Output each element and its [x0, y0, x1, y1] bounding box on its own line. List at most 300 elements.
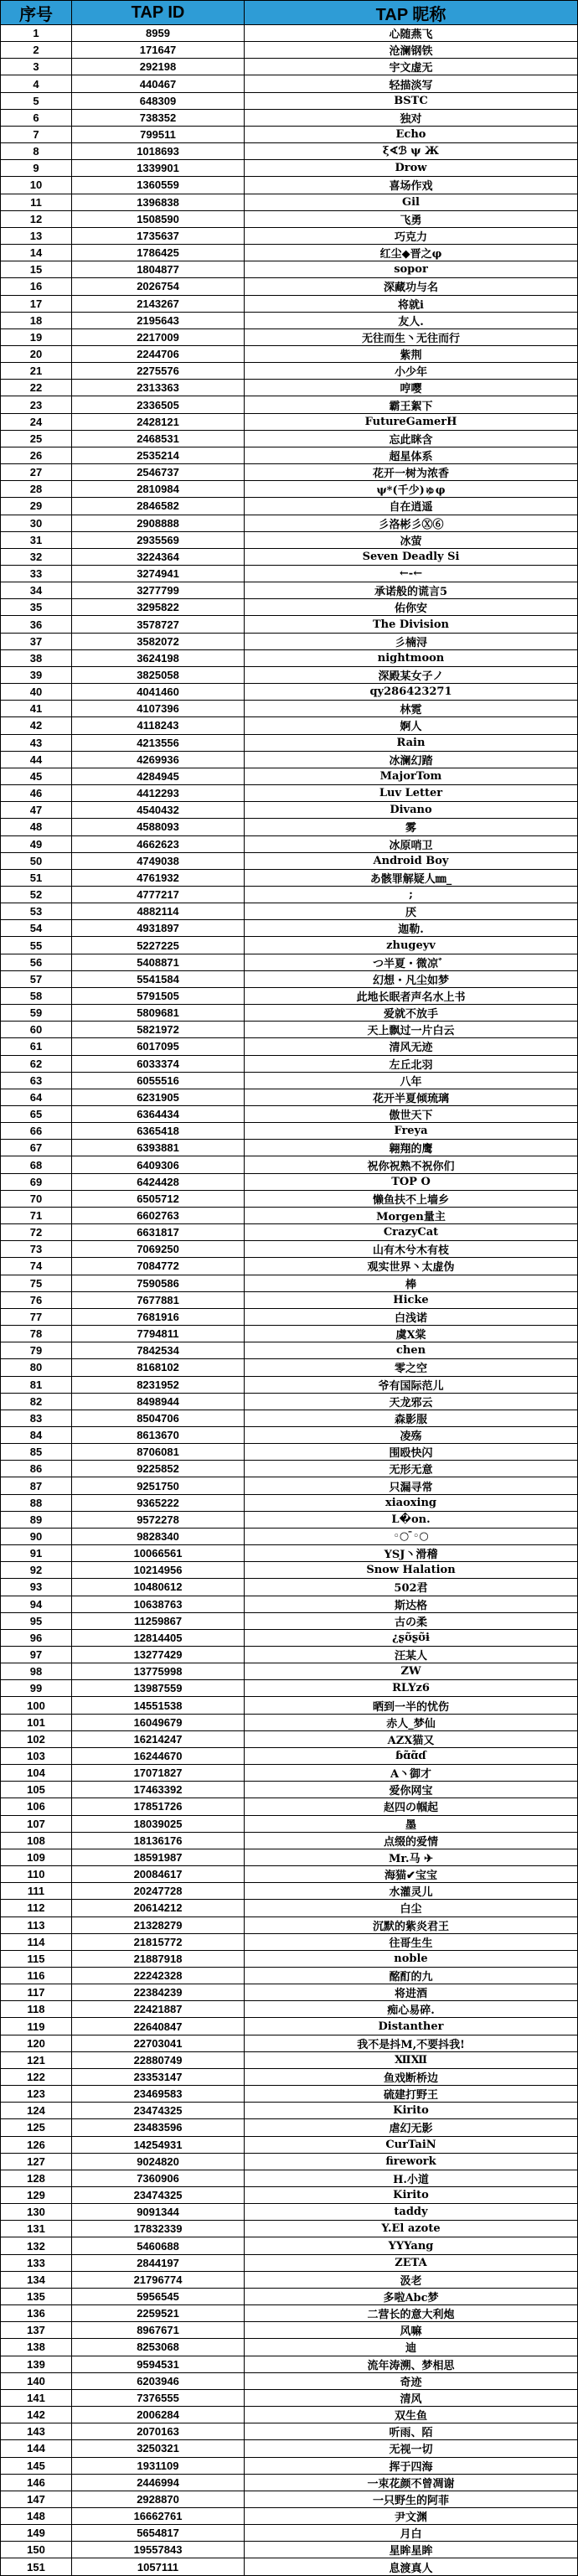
cell-tap-nickname: 小少年 [245, 363, 578, 380]
cell-tap-nickname: 翱翔的鹰 [245, 1140, 578, 1156]
cell-tap-id: 7376555 [72, 2390, 245, 2407]
cell-tap-id: 22242328 [72, 1968, 245, 1984]
cell-index: 145 [0, 2458, 72, 2475]
cell-tap-id: 4540432 [72, 802, 245, 819]
cell-index: 87 [0, 1477, 72, 1494]
cell-tap-nickname: 红尘◆晋之φ [245, 245, 578, 261]
cell-index: 24 [0, 414, 72, 431]
cell-tap-id: 2313363 [72, 380, 245, 396]
cell-index: 122 [0, 2069, 72, 2086]
cell-index: 5 [0, 93, 72, 110]
cell-tap-id: 5654817 [72, 2525, 245, 2542]
cell-tap-id: 21796774 [72, 2272, 245, 2289]
cell-tap-id: 6231905 [72, 1089, 245, 1106]
cell-tap-nickname: 轻描淡写 [245, 75, 578, 92]
cell-index: 16 [0, 278, 72, 295]
cell-index: 108 [0, 1833, 72, 1849]
cell-tap-nickname: 超星体系 [245, 447, 578, 464]
cell-tap-nickname: 傲世天下 [245, 1106, 578, 1123]
cell-tap-nickname: zhugeyv [245, 937, 578, 954]
cell-tap-id: 1735637 [72, 228, 245, 245]
cell-tap-nickname: 将进酒 [245, 1984, 578, 2001]
cell-tap-id: 23353147 [72, 2069, 245, 2086]
cell-tap-nickname: Mr.马 ✈ [245, 1849, 578, 1866]
cell-index: 143 [0, 2423, 72, 2440]
cell-tap-nickname: 天上飘过一片白云 [245, 1022, 578, 1038]
cell-tap-nickname: 斯达格 [245, 1596, 578, 1613]
cell-tap-nickname: 心随燕飞 [245, 25, 578, 42]
cell-index: 115 [0, 1951, 72, 1968]
cell-index: 135 [0, 2289, 72, 2305]
cell-tap-nickname: 海猫✔宝宝 [245, 1866, 578, 1883]
cell-tap-id: 2428121 [72, 414, 245, 431]
cell-index: 82 [0, 1394, 72, 1410]
cell-index: 23 [0, 396, 72, 413]
cell-tap-id: 4412293 [72, 785, 245, 802]
cell-tap-id: 4107396 [72, 701, 245, 717]
cell-tap-id: 2535214 [72, 447, 245, 464]
cell-tap-nickname: chen [245, 1342, 578, 1359]
cell-index: 51 [0, 870, 72, 887]
cell-tap-nickname: 迪 [245, 2339, 578, 2356]
cell-tap-nickname: 围殴快闪 [245, 1444, 578, 1461]
cell-tap-nickname: ZETA [245, 2255, 578, 2272]
cell-index: 150 [0, 2542, 72, 2558]
cell-tap-nickname: Y.El azote [245, 2221, 578, 2237]
cell-tap-id: 7360906 [72, 2170, 245, 2187]
cell-tap-id: 648309 [72, 93, 245, 110]
cell-tap-nickname: 冰萤 [245, 532, 578, 549]
cell-tap-id: 16662761 [72, 2508, 245, 2525]
cell-tap-nickname: 502君 [245, 1579, 578, 1596]
cell-tap-nickname: 酩酊的九 [245, 1968, 578, 1984]
cell-tap-id: 1396838 [72, 194, 245, 211]
cell-tap-id: 13987559 [72, 1680, 245, 1697]
cell-tap-nickname: 承诺般的谎言5 [245, 582, 578, 599]
cell-index: 46 [0, 785, 72, 802]
cell-tap-id: 4662623 [72, 836, 245, 853]
cell-index: 69 [0, 1174, 72, 1191]
cell-tap-id: 5821972 [72, 1022, 245, 1038]
cell-tap-id: 5541584 [72, 971, 245, 988]
cell-tap-nickname: 婀人 [245, 717, 578, 734]
cell-tap-id: 4761932 [72, 870, 245, 887]
cell-index: 93 [0, 1579, 72, 1596]
cell-tap-nickname: 无视一切 [245, 2440, 578, 2457]
cell-tap-id: 6017095 [72, 1038, 245, 1055]
cell-index: 63 [0, 1073, 72, 1089]
cell-tap-nickname: ◦○ ̄◦○ [245, 1529, 578, 1545]
cell-tap-id: 4118243 [72, 717, 245, 734]
cell-tap-nickname: 深藏功与名 [245, 278, 578, 295]
cell-tap-nickname: 一束花颜不曾凋谢 [245, 2475, 578, 2491]
cell-tap-id: 12814405 [72, 1630, 245, 1647]
cell-tap-nickname: Distanther [245, 2018, 578, 2035]
cell-index: 124 [0, 2103, 72, 2119]
cell-tap-nickname: 我不是抖M,不要抖我! [245, 2035, 578, 2052]
cell-tap-id: 2846582 [72, 498, 245, 515]
cell-index: 84 [0, 1427, 72, 1444]
cell-index: 98 [0, 1663, 72, 1680]
cell-index: 86 [0, 1461, 72, 1477]
cell-index: 8 [0, 143, 72, 160]
cell-tap-id: 6203946 [72, 2373, 245, 2390]
cell-tap-id: 1360559 [72, 177, 245, 194]
cell-index: 105 [0, 1782, 72, 1798]
cell-tap-id: 7590586 [72, 1275, 245, 1292]
cell-tap-nickname: 硫建打野王 [245, 2086, 578, 2103]
cell-tap-id: 20614212 [72, 1900, 245, 1916]
cell-index: 54 [0, 920, 72, 937]
cell-tap-id: 2546737 [72, 464, 245, 481]
cell-tap-id: 2336505 [72, 396, 245, 413]
cell-index: 73 [0, 1241, 72, 1258]
cell-tap-nickname: 墨 [245, 1816, 578, 1833]
cell-tap-nickname: 独对 [245, 110, 578, 127]
cell-index: 62 [0, 1056, 72, 1073]
cell-index: 92 [0, 1562, 72, 1579]
cell-tap-id: 1339901 [72, 160, 245, 177]
cell-index: 53 [0, 903, 72, 920]
cell-tap-id: 3624198 [72, 650, 245, 667]
cell-tap-id: 8504706 [72, 1410, 245, 1427]
cell-tap-nickname: 无往而生丶无往而行 [245, 329, 578, 346]
cell-tap-id: 5791505 [72, 988, 245, 1005]
cell-index: 110 [0, 1866, 72, 1883]
cell-index: 130 [0, 2204, 72, 2221]
cell-tap-id: 9251750 [72, 1477, 245, 1494]
cell-tap-id: 6033374 [72, 1056, 245, 1073]
cell-index: 136 [0, 2305, 72, 2322]
cell-tap-nickname: YYYang [245, 2237, 578, 2254]
cell-index: 90 [0, 1529, 72, 1545]
cell-index: 55 [0, 937, 72, 954]
cell-tap-id: 2810984 [72, 481, 245, 498]
cell-tap-id: 1786425 [72, 245, 245, 261]
cell-index: 22 [0, 380, 72, 396]
cell-tap-id: 738352 [72, 110, 245, 127]
cell-index: 10 [0, 177, 72, 194]
cell-index: 151 [0, 2558, 72, 2575]
cell-index: 107 [0, 1816, 72, 1833]
cell-tap-nickname: 点缀的爱情 [245, 1833, 578, 1849]
cell-tap-nickname: 爱你网宝 [245, 1782, 578, 1798]
cell-index: 58 [0, 988, 72, 1005]
cell-tap-id: 19557843 [72, 2542, 245, 2558]
cell-index: 113 [0, 1917, 72, 1934]
cell-tap-id: 18591987 [72, 1849, 245, 1866]
cell-tap-id: 8706081 [72, 1444, 245, 1461]
cell-tap-nickname: 月白 [245, 2525, 578, 2542]
cell-index: 9 [0, 160, 72, 177]
cell-index: 4 [0, 75, 72, 92]
cell-index: 112 [0, 1900, 72, 1916]
cell-tap-nickname: 古の柔 [245, 1613, 578, 1630]
cell-index: 1 [0, 25, 72, 42]
cell-tap-id: 18136176 [72, 1833, 245, 1849]
cell-tap-id: 22421887 [72, 2001, 245, 2018]
cell-tap-id: 8967671 [72, 2322, 245, 2339]
cell-tap-nickname: 自在逍遥 [245, 498, 578, 515]
cell-tap-id: 2070163 [72, 2423, 245, 2440]
cell-tap-nickname: 凌殇 [245, 1427, 578, 1444]
cell-tap-nickname: 汲老 [245, 2272, 578, 2289]
cell-tap-id: 3250321 [72, 2440, 245, 2457]
cell-index: 57 [0, 971, 72, 988]
cell-tap-nickname: ψ*(千少)ゅφ [245, 481, 578, 498]
cell-tap-id: 21887918 [72, 1951, 245, 1968]
cell-index: 35 [0, 599, 72, 616]
cell-tap-nickname: Gil [245, 194, 578, 211]
cell-tap-id: 2446994 [72, 2475, 245, 2491]
cell-tap-nickname: 往哥生生 [245, 1934, 578, 1951]
cell-tap-id: 2908888 [72, 515, 245, 532]
cell-index: 126 [0, 2137, 72, 2154]
cell-tap-id: 8613670 [72, 1427, 245, 1444]
cell-index: 43 [0, 735, 72, 752]
cell-tap-nickname: TOP O [245, 1174, 578, 1191]
cell-tap-id: 4588093 [72, 819, 245, 835]
cell-index: 141 [0, 2390, 72, 2407]
cell-index: 65 [0, 1106, 72, 1123]
cell-index: 38 [0, 650, 72, 667]
cell-tap-id: 16214247 [72, 1731, 245, 1748]
cell-tap-id: 440467 [72, 75, 245, 92]
cell-tap-nickname: FutureGamerH [245, 414, 578, 431]
cell-tap-nickname: Divano [245, 802, 578, 819]
cell-tap-nickname: 听雨、陌 [245, 2423, 578, 2440]
cell-tap-nickname: あ骸罪解疑人㎜_ [245, 870, 578, 887]
cell-tap-nickname: 白尘 [245, 1900, 578, 1916]
cell-tap-id: 13277429 [72, 1647, 245, 1663]
cell-tap-id: 2217009 [72, 329, 245, 346]
cell-index: 119 [0, 2018, 72, 2035]
cell-index: 118 [0, 2001, 72, 2018]
cell-tap-nickname: 天龙邪云 [245, 1394, 578, 1410]
cell-index: 117 [0, 1984, 72, 2001]
cell-index: 99 [0, 1680, 72, 1697]
cell-tap-id: 9594531 [72, 2356, 245, 2373]
cell-tap-id: 5227225 [72, 937, 245, 954]
cell-tap-nickname: 双生鱼 [245, 2407, 578, 2423]
cell-index: 29 [0, 498, 72, 515]
cell-index: 12 [0, 211, 72, 228]
cell-tap-nickname: 紫荆 [245, 346, 578, 363]
cell-index: 6 [0, 110, 72, 127]
cell-tap-id: 23469583 [72, 2086, 245, 2103]
cell-tap-nickname: 尹文渊 [245, 2508, 578, 2525]
cell-index: 114 [0, 1934, 72, 1951]
cell-index: 83 [0, 1410, 72, 1427]
cell-index: 7 [0, 127, 72, 143]
cell-tap-id: 22640847 [72, 2018, 245, 2035]
cell-tap-nickname: 多啦Abc梦 [245, 2289, 578, 2305]
cell-tap-id: 10214956 [72, 1562, 245, 1579]
cell-tap-id: 6364434 [72, 1106, 245, 1123]
cell-tap-id: 7677881 [72, 1292, 245, 1309]
cell-tap-nickname: Kirito [245, 2103, 578, 2119]
cell-tap-nickname: 将就i [245, 296, 578, 313]
cell-index: 74 [0, 1258, 72, 1275]
cell-tap-nickname: 此地长眠者声名水上书 [245, 988, 578, 1005]
header-tap-nickname: TAP 昵称 [245, 0, 578, 25]
cell-index: 106 [0, 1798, 72, 1815]
cell-tap-nickname: 友人. [245, 313, 578, 329]
cell-tap-id: 10638763 [72, 1596, 245, 1613]
cell-tap-nickname: 雾 [245, 819, 578, 835]
cell-tap-nickname: qy286423271 [245, 684, 578, 701]
cell-tap-nickname: 宇文虚无 [245, 59, 578, 75]
cell-index: 109 [0, 1849, 72, 1866]
cell-tap-id: 8231952 [72, 1377, 245, 1394]
cell-tap-id: 4213556 [72, 735, 245, 752]
cell-index: 67 [0, 1140, 72, 1156]
cell-tap-nickname: 森影服 [245, 1410, 578, 1427]
cell-tap-nickname: 只漏寻常 [245, 1477, 578, 1494]
cell-index: 48 [0, 819, 72, 835]
cell-index: 104 [0, 1765, 72, 1782]
cell-index: 91 [0, 1545, 72, 1562]
cell-tap-nickname: The Division [245, 616, 578, 633]
cell-index: 129 [0, 2187, 72, 2204]
cell-tap-nickname: noble [245, 1951, 578, 1968]
cell-tap-id: 16049679 [72, 1715, 245, 1731]
cell-index: 50 [0, 853, 72, 870]
cell-tap-nickname: L�on. [245, 1512, 578, 1529]
cell-tap-nickname: 八年 [245, 1073, 578, 1089]
cell-tap-nickname: 林霓 [245, 701, 578, 717]
cell-index: 100 [0, 1697, 72, 1714]
cell-index: 11 [0, 194, 72, 211]
cell-index: 70 [0, 1191, 72, 1208]
cell-index: 102 [0, 1731, 72, 1748]
cell-index: 61 [0, 1038, 72, 1055]
cell-index: 139 [0, 2356, 72, 2373]
cell-tap-nickname: 彡洛彬彡Ⓧ⑥ [245, 515, 578, 532]
cell-tap-nickname: CrazyCat [245, 1224, 578, 1241]
cell-tap-id: 7842534 [72, 1342, 245, 1359]
cell-tap-id: 1804877 [72, 261, 245, 278]
cell-tap-id: 799511 [72, 127, 245, 143]
cell-tap-nickname: 无形无意 [245, 1461, 578, 1477]
cell-index: 116 [0, 1968, 72, 1984]
cell-index: 2 [0, 42, 72, 59]
cell-tap-nickname: 奇迹 [245, 2373, 578, 2390]
cell-tap-id: 2844197 [72, 2255, 245, 2272]
header-tap-id: TAP ID [72, 0, 245, 25]
cell-tap-id: 2275576 [72, 363, 245, 380]
cell-tap-id: 20247728 [72, 1883, 245, 1900]
cell-index: 137 [0, 2322, 72, 2339]
cell-tap-nickname: 挥于四海 [245, 2458, 578, 2475]
cell-tap-id: 11259867 [72, 1613, 245, 1630]
cell-index: 18 [0, 313, 72, 329]
cell-tap-id: 8253068 [72, 2339, 245, 2356]
cell-tap-nickname: 汪某人 [245, 1647, 578, 1663]
cell-index: 45 [0, 768, 72, 785]
cell-tap-nickname: Morgen量主 [245, 1208, 578, 1224]
cell-index: 148 [0, 2508, 72, 2525]
cell-tap-id: 17851726 [72, 1798, 245, 1815]
cell-tap-id: 3582072 [72, 634, 245, 650]
cell-tap-id: 1508590 [72, 211, 245, 228]
cell-tap-id: 14551538 [72, 1697, 245, 1714]
cell-index: 80 [0, 1359, 72, 1376]
cell-index: 68 [0, 1156, 72, 1173]
cell-index: 138 [0, 2339, 72, 2356]
cell-index: 149 [0, 2525, 72, 2542]
cell-tap-nickname: ξ∢ℬ ψ Ж [245, 143, 578, 160]
cell-tap-nickname: 痴心易碎. [245, 2001, 578, 2018]
cell-tap-nickname: 赤人_梦仙 [245, 1715, 578, 1731]
cell-tap-nickname: 冰原哨卫 [245, 836, 578, 853]
cell-tap-id: 22703041 [72, 2035, 245, 2052]
header-index: 序号 [0, 0, 72, 25]
cell-index: 72 [0, 1224, 72, 1241]
cell-index: 30 [0, 515, 72, 532]
cell-tap-id: 21328279 [72, 1917, 245, 1934]
cell-index: 142 [0, 2407, 72, 2423]
cell-tap-id: 171647 [72, 42, 245, 59]
cell-tap-id: 20084617 [72, 1866, 245, 1883]
cell-tap-id: 23474325 [72, 2103, 245, 2119]
cell-tap-id: 9365222 [72, 1495, 245, 1512]
cell-index: 111 [0, 1883, 72, 1900]
cell-tap-id: 292198 [72, 59, 245, 75]
cell-tap-nickname: Hicke [245, 1292, 578, 1309]
cell-index: 95 [0, 1613, 72, 1630]
cell-tap-nickname: 白浅诺 [245, 1309, 578, 1326]
cell-index: 131 [0, 2221, 72, 2237]
cell-tap-nickname: 哼嘤 [245, 380, 578, 396]
cell-tap-nickname: Seven Deadly Si [245, 549, 578, 566]
cell-tap-nickname: 佑你安 [245, 599, 578, 616]
cell-tap-nickname: 爷有国际范儿 [245, 1377, 578, 1394]
cell-tap-nickname: 二营长的意大利炮 [245, 2305, 578, 2322]
cell-tap-nickname: 冰澜幻踏 [245, 752, 578, 768]
cell-index: 75 [0, 1275, 72, 1292]
cell-tap-nickname: 棒 [245, 1275, 578, 1292]
cell-index: 85 [0, 1444, 72, 1461]
cell-tap-id: 22880749 [72, 2052, 245, 2069]
cell-tap-id: 3277799 [72, 582, 245, 599]
cell-tap-nickname: Echo [245, 127, 578, 143]
cell-tap-id: 23483596 [72, 2119, 245, 2136]
cell-tap-nickname: 风嘛 [245, 2322, 578, 2339]
cell-tap-nickname: Rain [245, 735, 578, 752]
cell-tap-id: 3825058 [72, 667, 245, 684]
cell-index: 33 [0, 566, 72, 582]
cell-tap-id: 9225852 [72, 1461, 245, 1477]
cell-tap-nickname: Drow [245, 160, 578, 177]
cell-tap-nickname: 喜场作戏 [245, 177, 578, 194]
cell-tap-id: 4931897 [72, 920, 245, 937]
cell-tap-id: 14254931 [72, 2137, 245, 2154]
cell-tap-id: 6393881 [72, 1140, 245, 1156]
cell-tap-id: 3295822 [72, 599, 245, 616]
cell-tap-nickname: 左丘北羽 [245, 1056, 578, 1073]
cell-index: 27 [0, 464, 72, 481]
cell-tap-id: 13775998 [72, 1663, 245, 1680]
cell-index: 78 [0, 1326, 72, 1342]
cell-index: 133 [0, 2255, 72, 2272]
cell-tap-nickname: 一只野生的阿菲 [245, 2491, 578, 2508]
cell-index: 140 [0, 2373, 72, 2390]
cell-index: 32 [0, 549, 72, 566]
cell-tap-nickname: 鱼戏断桥边 [245, 2069, 578, 2086]
cell-tap-nickname: 飞勇 [245, 211, 578, 228]
cell-index: 25 [0, 431, 72, 447]
